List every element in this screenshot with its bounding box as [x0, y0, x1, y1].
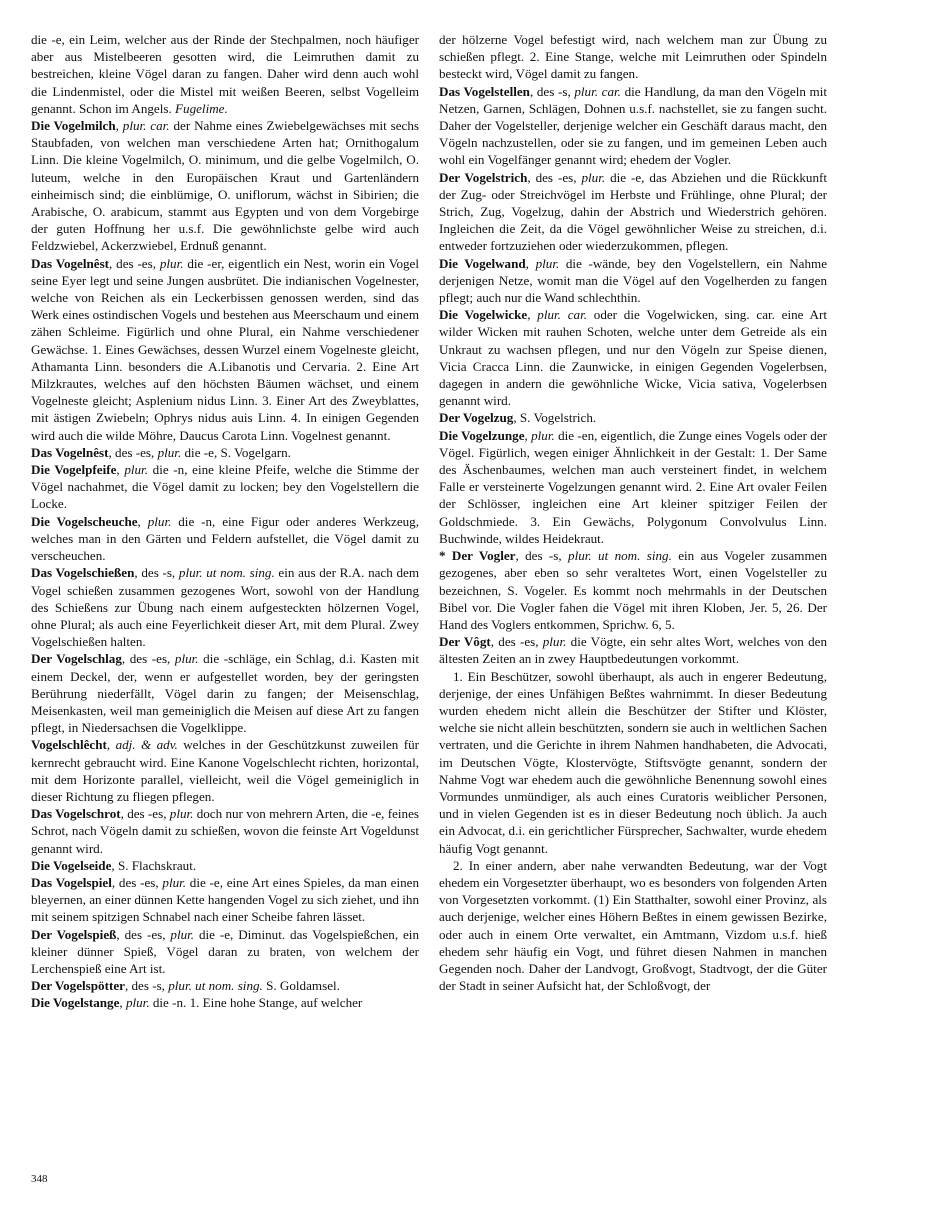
entry-headword: Vogelschlêcht — [31, 737, 107, 753]
entry-headword: Der Vogelstrich — [439, 169, 528, 185]
entry-separator: , des -es, — [120, 806, 170, 822]
dictionary-entry — [31, 874, 419, 926]
entry-text: die -wände, bey den Vogelstellern, ein Nahme derjenigen Netze, womit man die Vögel auf den Vogelherden zu fangen pflegt; auch nur die Wand schlechthin. — [439, 255, 827, 306]
entry-headword: Die Vogelwand — [439, 255, 526, 271]
entry-text: oder die Vogelwicken, sing. car. eine Art wilder Wicken mit rauhen Schoten, welche unter dem Getreide als ein Unkraut zu wachsen pflegen, und nur den Vögeln zur Speise dienen, Vicia Cracca Linn. die Zaunwicke, in einigen Gegenden Vogelerbsen, dagegen in andern die gewöhnliche Wicke, Vicia sativa, Vogelerbsen genannt wird. — [439, 307, 827, 409]
entry-headword: Die Vogelpfeife — [31, 462, 117, 478]
dictionary-entry — [31, 564, 419, 650]
entry-grammar: plur. — [542, 634, 567, 650]
entry-text: ein aus der R.A. nach dem Vogel schießen zusammen gezogenes Wort, sowohl von der Handlung des Schießens zur Übung nach einem aufgesteckten hölzernen Vogel, ohne Plural; als auch eine Feyerlichkeit dieser Art, mit dem Plural. Zwey Vogelschießen halten. — [31, 565, 420, 650]
entry-headword: Der Vogelspieß — [31, 926, 117, 942]
entry-separator: , des -s, — [529, 83, 575, 99]
dictionary-entry — [439, 547, 827, 633]
entry-text: 1. Ein Beschützer, sowohl überhaupt, als auch in engerer Bedeutung, derjenige, der eines Unfähigen Beßtes wahrnimmt. In dieser Bedeutung wurden ehedem nicht allein die Beschützer der Stifter und Klöster, welche sie nicht allein beschützten, sondern sie auch in weltlichen Sachen vertraten, und die Gerichte in ihrem Nahmen handhabeten, die Advocati, im Deutschen Vögte, Klostervögte, Stiftsvögte genannt, sondern der Nahme Vogt war ehedem auch die gewöhnliche Benennung sowohl eines Vormundes unmündiger, als auch eines Curatoris weiblicher Personen, und in vielen Gegenden ist es in dieser Bedeutung noch üblich. Ja auch ein Advocat, d.i. ein gerichtlicher Fürsprecher, Sachwalter, wurde ehedem häufig Vogt genannt. — [439, 668, 827, 856]
right-column — [439, 31, 827, 994]
entry-text: S. Vogelstrich. — [519, 410, 597, 426]
entry-separator: , des -es, — [109, 255, 160, 271]
entry-separator: , — [115, 118, 123, 134]
entry-text: die -n, eine kleine Pfeife, welche die Stimme der Vögel nachahmet, die Vögel damit zu locken; bey den Vogelstellern die Locke. — [31, 462, 419, 512]
entry-headword: Die Vogelscheuche — [31, 513, 138, 529]
dictionary-entry — [439, 427, 827, 547]
entry-separator: , — [111, 857, 118, 873]
entry-grammar: plur. — [125, 995, 150, 1011]
entry-text: der hölzerne Vogel befestigt wird, nach welchem man zur Übung zu schießen pflegt. 2. Eine Stange, welche mit Leimruthen oder Spindeln besteckt wird, Vögel damit zu fangen. — [439, 32, 827, 82]
entry-headword: Der Vogelschlag — [31, 651, 122, 667]
entry-text: die -en, eigentlich, die Zunge eines Vogels oder der Vögel. Figürlich, wegen einiger Ähnlichkeit in der Gestalt: 1. Der Same des Äschenbaumes, welchen man auch versteinert findet, in welchem Falle er versteinerte Vogelzungen genannt wird. 2. Eine Art ovaler Feilen der Schlösser, ingleichen eine Art kleiner spitziger Feilen der Goldschmiede. 3. Ein Gewächs, Polygonum Convolvulus Linn. Buchwinde, wildes Heidekraut. — [439, 427, 827, 546]
dictionary-entry — [31, 650, 419, 736]
entry-separator: , des -es, — [490, 634, 543, 650]
entry-headword: Das Vogelschießen — [31, 565, 135, 581]
entry-separator: , des -es, — [121, 651, 175, 667]
dictionary-entry — [439, 633, 827, 667]
entry-headword: Das Vogelstellen — [439, 83, 530, 99]
dictionary-entry — [439, 31, 827, 83]
entry-headword: Das Vogelnêst — [31, 255, 110, 271]
entry-grammar: plur. — [535, 255, 560, 271]
entry-headword: Die Vogelwicke — [439, 307, 528, 323]
dictionary-entry — [439, 255, 827, 307]
entry-separator: , des -es, — [111, 874, 163, 890]
entry-separator: , des -es, — [527, 169, 582, 185]
entry-text: die -e, das Abziehen und die Rückkunft der Zug- oder Streichvögel im Herbste und Frühlinge, ohne Plural; der Strich, Zug, Vogelzug, dahin der Abstrich und Wiederstrich gehören. Ingleichen die Zeit, da die Vögel gewöhnlicher Weise zu streichen, d.i. entweder fortzuziehen oder wiederzukommen, pflegen. — [439, 169, 827, 254]
entry-separator: , — [525, 255, 536, 271]
entry-separator: , — [527, 307, 538, 323]
dictionary-entry — [31, 117, 419, 255]
dictionary-entry — [439, 83, 827, 169]
entry-headword: * Der Vogler — [439, 548, 516, 564]
entry-grammar: plur. — [169, 806, 194, 822]
dictionary-entry — [31, 461, 419, 513]
left-column — [31, 31, 419, 1012]
entry-headword: Der Vogelzug — [439, 410, 514, 426]
entry-text: ein aus Vogeler zusammen gezogenes, aber eben so sehr veraltetes Wort, einen Vogelsteller zu bezeichnen, S. Vogeler. Es kommt noch mehrmahls in der Deutschen Bibel vor. Die Vogler fahen die Vögel mit ihren Kloben, Jer. 5, 26. Der Hand des Voglers entkommen, Sprichw. 6, 5. — [439, 548, 828, 632]
entry-text: S. Goldamsel. — [262, 978, 340, 994]
entry-separator: , des -s, — [515, 548, 569, 564]
entry-text: die -e, ein Leim, welcher aus der Rinde der Stechpalmen, noch häufiger aber aus Mistelbeeren gesotten wird, die Leimruthen damit zu bestreichen, kleine Vögel daran zu fangen. Daher wird denn auch wohl die Lindenmistel, oder die Mistel mit weißen Beeren, selbst Vogelleim genannt. Schon im Angels. — [31, 32, 419, 116]
entry-text: die -er, eigentlich ein Nest, worin ein Vogel seine Eyer legt und seine Jungen ausbrütet. Die indianischen Vogelnester, welche von Reichen als ein Leckerbissen genossen werden, sind das Werk eines ostindischen Vogels und bestehen aus Meerschaum und einem zähen Schleime. Figürlich und ohne Plural, ein Nahme verschiedener Gewächse. 1. Eines Gewächses, dessen Wurzel einem Vogelneste gleicht, Athamanta Linn. besonders die A.Libanotis und Cervaria. 2. Eine Art Milzkrautes, welches auf den höchsten Bäumen wächset, und einem Vogelneste gleicht; Asplenium nidus Linn. 3. Einer Art des Zweyblattes, mit ästigen Zwiebeln; Ophrys nidus auis Linn. 4. In einigen Gegenden wird auch die wilde Möhre, Daucus Carota Linn. Vogelnest genannt. — [31, 255, 420, 443]
entry-headword: Der Vogelspötter — [31, 978, 125, 994]
entry-separator: , — [119, 995, 126, 1011]
entry-grammar: plur. car. — [122, 118, 170, 134]
entry-grammar: plur. — [157, 444, 182, 460]
entry-text: S. Flachskraut. — [117, 857, 197, 873]
entry-grammar: adj. & adv. — [115, 737, 178, 753]
dictionary-entry — [31, 255, 419, 444]
entry-grammar: plur. car. — [574, 83, 621, 99]
entry-separator: , — [116, 462, 125, 478]
entry-headword: Der Vôgt — [439, 634, 491, 650]
entry-grammar: plur. — [147, 513, 172, 529]
entry-separator: , des -es, — [108, 444, 158, 460]
dictionary-entry — [31, 994, 419, 1011]
entry-headword: Die Vogelstange — [31, 995, 120, 1011]
dictionary-entry — [439, 857, 827, 995]
dictionary-entry — [439, 169, 827, 255]
entry-separator: , des -s, — [124, 978, 169, 994]
entry-grammar: plur. — [124, 462, 148, 478]
page-number: 348 — [31, 1173, 48, 1185]
entry-headword: Die Vogelseide — [31, 857, 112, 873]
entry-text: die -n. 1. Eine hohe Stange, auf welcher — [149, 995, 363, 1011]
dictionary-entry — [31, 805, 419, 857]
dictionary-entry — [31, 31, 419, 117]
entry-separator: , — [106, 737, 116, 753]
entry-grammar: plur. — [170, 926, 195, 942]
entry-grammar: plur. — [581, 169, 606, 185]
entry-text: 2. In einer andern, aber nahe verwandten Bedeutung, war der Vogt ehedem ein Vorgesetzter überhaupt, wo es besonders von folgenden Arten von Vorgesetzten vorkommt. (1) Ein Statthalter, sowohl einer Provinz, als auch derjenige, welcher eines Höhern Beßtes in einem gewissen Bezirke, oder auch in einem Orte verwaltet, ein Amtmann, Vizdom u.s.f. hieß ehedem sehr häufig ein Vogt, und führet diesen Nahmen in manchen Gegenden noch. Daher der Landvogt, Großvogt, Stadtvogt, der die Güter der Stadt in seiner Aufsicht hat, der Schloßvogt, der — [439, 857, 827, 994]
dictionary-entry — [31, 857, 419, 874]
entry-text: die -e, Diminut. das Vogelspießchen, ein kleiner dünner Spieß, Vögel daran zu braten, von welchem der Lerchenspieß eine Art ist. — [31, 926, 419, 976]
dictionary-entry — [31, 977, 419, 994]
dictionary-entry — [31, 513, 419, 565]
entry-separator: , — [513, 410, 520, 426]
entry-headword: Das Vogelschrot — [31, 806, 121, 822]
entry-grammar: plur. car. — [537, 307, 587, 323]
entry-italic: Fugelime. — [175, 100, 228, 116]
entry-text: die Handlung, da man den Vögeln mit Netzen, Garnen, Schlägen, Dohnen u.s.f. nachstellet, sie zu fangen sucht. Daher der Vogelsteller, derjenige welcher ein Geschäft daraus macht, den Vögeln nachzustellen, oder sie zu fangen, und im gemeinen Leben auch wohl ein Vogelfänger genannt wird; ehedem der Vogler. — [439, 83, 827, 168]
entry-text: die -e, eine Art eines Spieles, da man einen bleyernen, an einer dünnen Kette hangenden Vogel zu sich ziehet, und ihn mit seinem spitzigen Schnabel nach einer Scheibe fahren lässet. — [31, 874, 419, 925]
dictionary-entry — [439, 668, 827, 857]
entry-text: der Nahme eines Zwiebelgewächses mit sechs Staubfaden, von welchen man verschiedene Arten hat; Ornithogalum Linn. Die kleine Vogelmilch, O. minimum, und die gelbe Vogelmilch, O. luteum, welche in den Europäischen Kraut und Gartenländern einheimisch sind; die einblümige, O. uniflorum, wächst in Sibirien; die Arabische, O. arabicum, stammt aus Egypten und von dem Vorgebirge der guten Hoffnung her u.s.f. Die gewöhnlichste gelbe wird auch Feldzwiebel, Ackerzwiebel, Erdnuß genannt. — [31, 118, 420, 254]
dictionary-entry — [31, 444, 419, 461]
entry-grammar: plur. — [531, 427, 555, 443]
entry-grammar: plur. ut nom. sing. — [178, 565, 275, 581]
entry-separator: , — [524, 427, 532, 443]
entry-text: welches in der Geschützkunst zuweilen für kernrecht gebraucht wird. Eine Kanone Vogelschlecht richten, horizontal, mit dem Horizonte parallel, vielleicht, weil die Vögel gemeiniglich in dieser Richtung zu fliegen pflegen. — [31, 737, 419, 804]
entry-separator: , des -es, — [116, 926, 171, 942]
dictionary-entry — [439, 306, 827, 409]
entry-text: die -e, S. Vogelgarn. — [181, 444, 291, 460]
dictionary-entry — [31, 926, 419, 978]
entry-text: die Vögte, ein sehr altes Wort, welches von den ältesten Zeiten an in zwey Hauptbedeutungen vorkommt. — [439, 634, 827, 667]
entry-headword: Die Vogelzunge — [439, 427, 525, 443]
entry-separator: , des -s, — [134, 565, 179, 581]
entry-text: die -n, eine Figur oder anderes Werkzeug, welches man in den Gärten und Feldern aufstellet, die Vögel damit zu verscheuchen. — [31, 513, 419, 564]
entry-grammar: plur. — [174, 651, 199, 667]
entry-headword: Das Vogelspiel — [31, 874, 112, 890]
entry-grammar: plur. ut nom. sing. — [568, 548, 672, 564]
dictionary-entry — [31, 736, 419, 805]
entry-separator: , — [137, 513, 148, 529]
entry-text: die -schläge, ein Schlag, d.i. Kasten mit einem Deckel, der, wenn er aufgestellet worden, bey der geringsten Berührung niederfällt, Vögel darin zu fangen; der Meisenschlag, Meisenkasten, weil man gemeiniglich die Meisen auf diese Art zu fangen pflegt, in Niedersachsen die Vogelklippe. — [31, 651, 419, 736]
entry-grammar: plur. — [162, 874, 187, 890]
entry-headword: Das Vogelnêst — [31, 444, 109, 460]
entry-grammar: plur. — [159, 255, 184, 271]
entry-headword: Die Vogelmilch — [31, 118, 116, 134]
entry-text: doch nur von mehrern Arten, die -e, feines Schrot, nach Vögeln damit zu schießen, wovon die feinste Art Vogeldunst genannt wird. — [31, 806, 419, 856]
dictionary-entry — [439, 409, 827, 426]
entry-grammar: plur. ut nom. sing. — [168, 978, 263, 994]
